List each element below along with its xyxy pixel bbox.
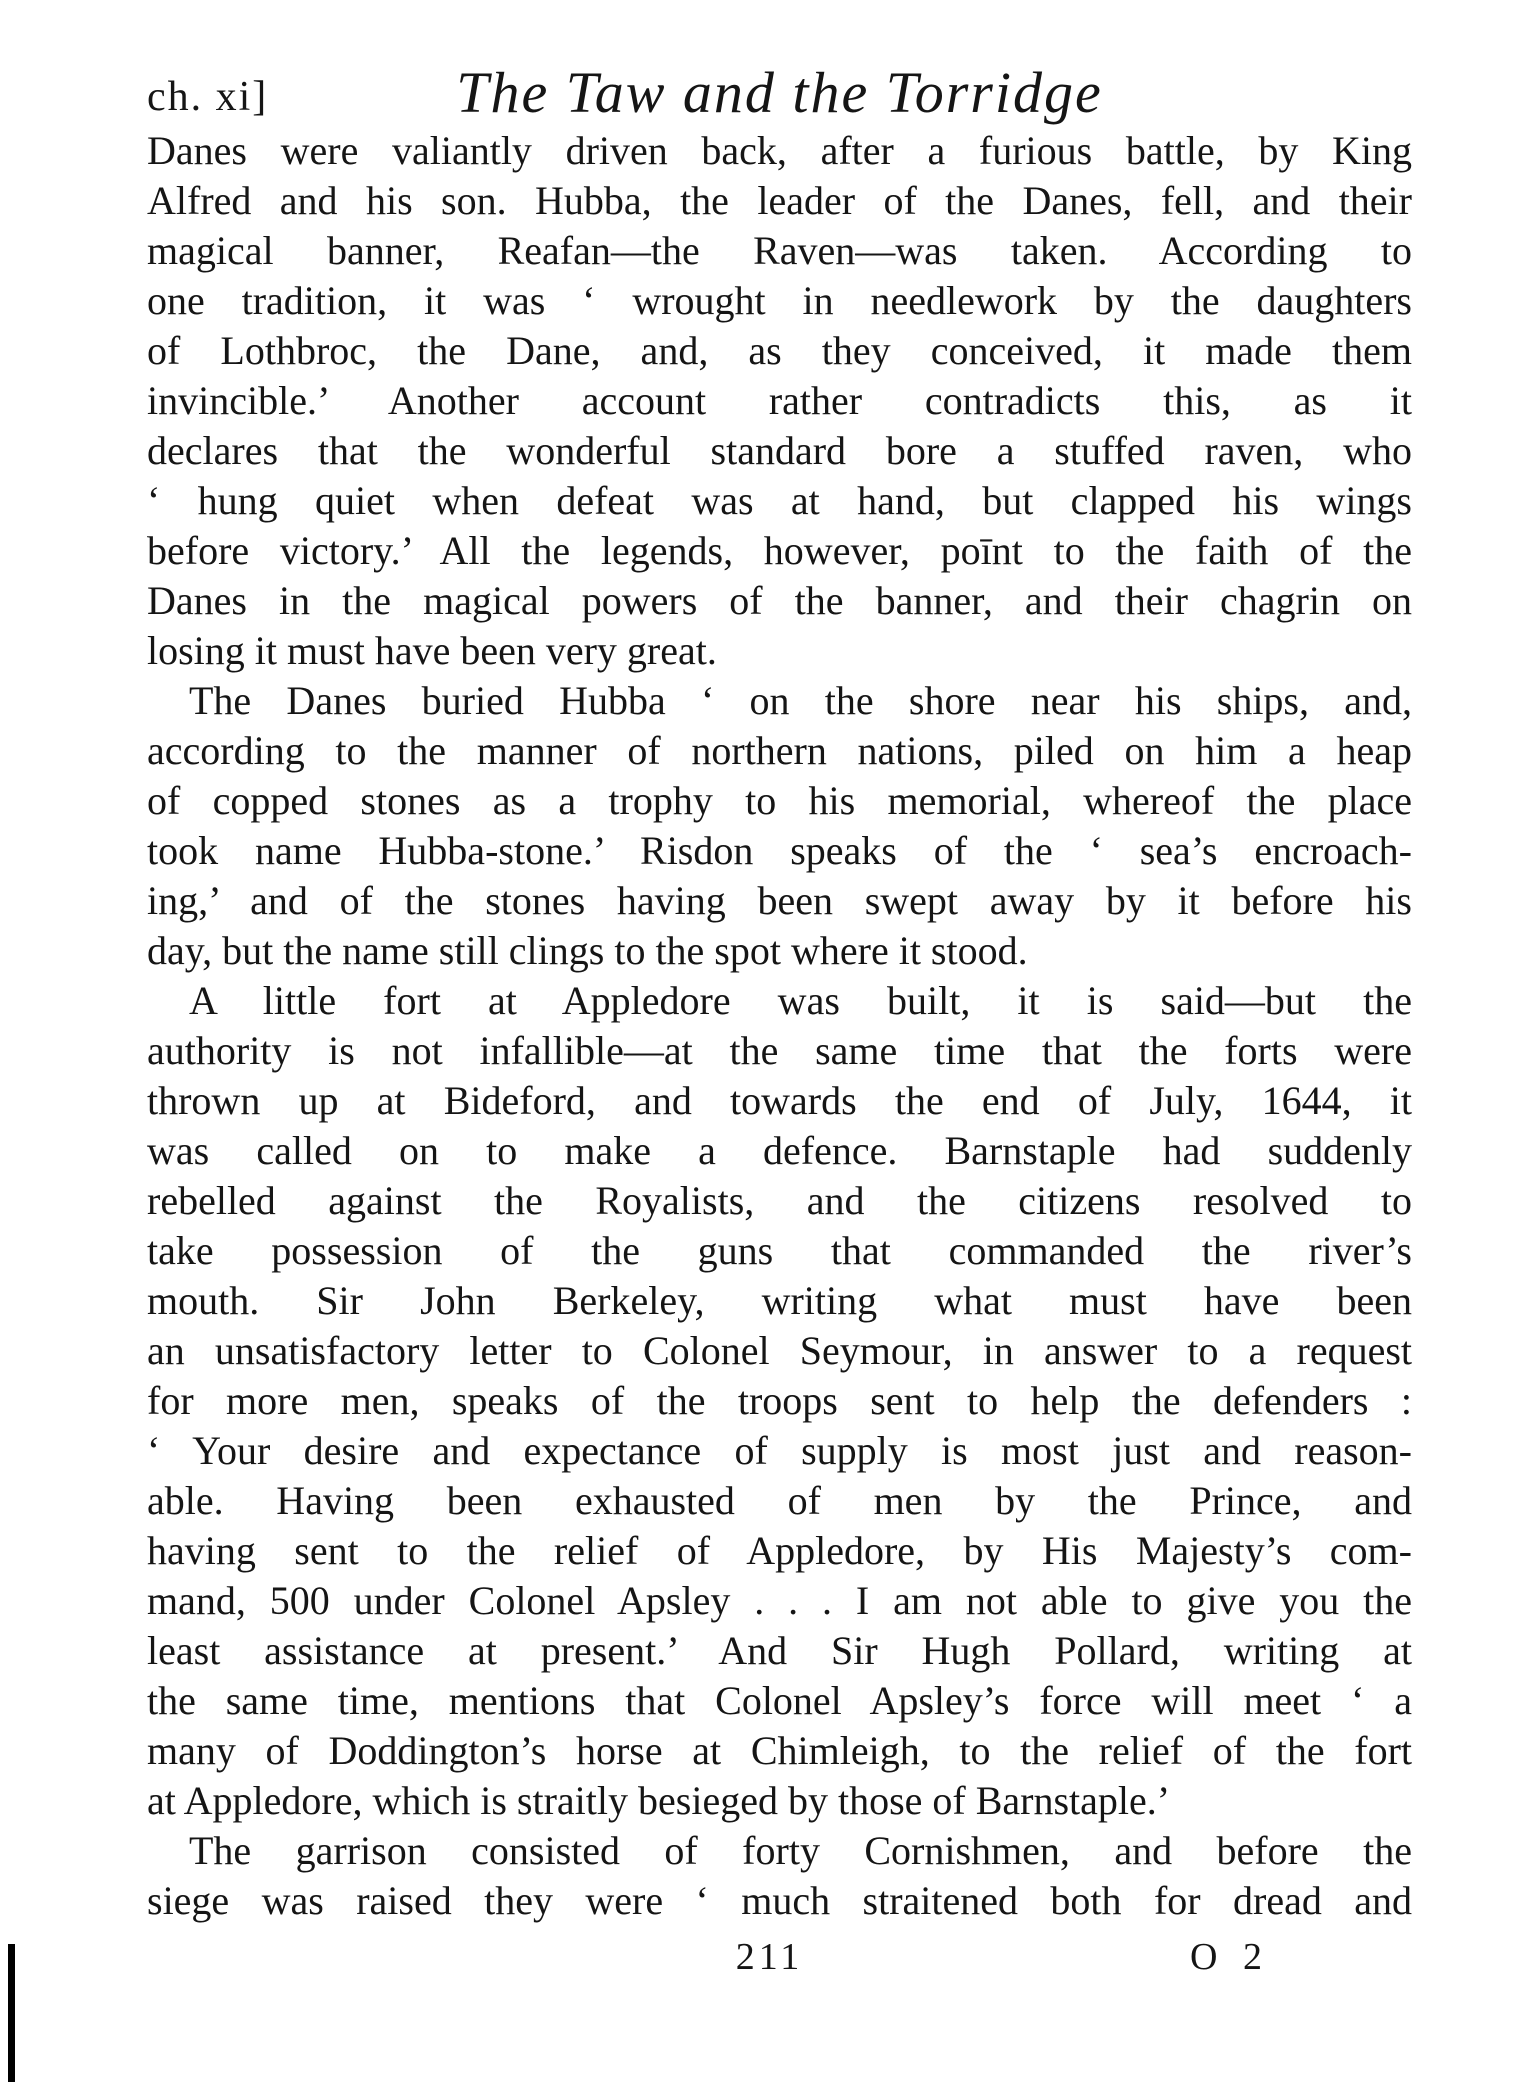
text-line: the same time, mentions that Colonel Apsley’s force will meet ‘ a <box>147 1678 1412 1723</box>
chapter-label: ch. xi] <box>147 74 269 120</box>
paragraph <box>147 676 1412 976</box>
text-block <box>147 126 1412 1926</box>
text-line: having sent to the relief of Appledore, by His Majesty’s com- <box>147 1528 1412 1573</box>
text-line: an unsatisfactory letter to Colonel Seymour, in answer to a request <box>147 1328 1412 1373</box>
page-number: 211 <box>735 1936 804 1978</box>
binding-mark <box>8 1944 15 2082</box>
signature-mark: O 2 <box>1190 1936 1270 1978</box>
page-header <box>147 38 1412 125</box>
text-line: mand, 500 under Colonel Apsley . . . I am not able to give you the <box>147 1578 1412 1623</box>
text-line: siege was raised they were ‘ much straitened both for dread and <box>147 1878 1412 1923</box>
text-line: take possession of the guns that commanded the river’s <box>147 1228 1412 1273</box>
paragraph <box>147 976 1412 1826</box>
text-line: was called on to make a defence. Barnstaple had suddenly <box>147 1128 1412 1173</box>
text-line: according to the manner of northern nations, piled on him a heap <box>147 728 1412 773</box>
running-title: The Taw and the Torridge <box>456 60 1103 125</box>
text-line: for more men, speaks of the troops sent to help the defenders : <box>147 1378 1412 1423</box>
text-line: least assistance at present.’ And Sir Hugh Pollard, writing at <box>147 1628 1412 1673</box>
paragraph <box>147 1826 1412 1926</box>
text-line: Danes in the magical powers of the banner, and their chagrin on <box>147 578 1412 623</box>
text-line: thrown up at Bideford, and towards the end of July, 1644, it <box>147 1078 1412 1123</box>
text-line: ing,’ and of the stones having been swept away by it before his <box>147 878 1412 923</box>
text-line: able. Having been exhausted of men by the Prince, and <box>147 1478 1412 1523</box>
text-line: mouth. Sir John Berkeley, writing what must have been <box>147 1278 1412 1323</box>
text-line: of Lothbroc, the Dane, and, as they conceived, it made them <box>147 328 1412 373</box>
text-line: authority is not infallible—at the same time that the forts were <box>147 1028 1412 1073</box>
text-line: ‘ hung quiet when defeat was at hand, but clapped his wings <box>147 478 1412 523</box>
text-line: A little fort at Appledore was built, it is said—but the <box>189 978 1412 1023</box>
text-line: one tradition, it was ‘ wrought in needlework by the daughters <box>147 278 1412 323</box>
text-line: of copped stones as a trophy to his memorial, whereof the place <box>147 778 1412 823</box>
text-line: invincible.’ Another account rather contradicts this, as it <box>147 378 1412 423</box>
text-line: magical banner, Reafan—the Raven—was taken. According to <box>147 228 1412 273</box>
text-line: before victory.’ All the legends, however, poīnt to the faith of the <box>147 528 1412 573</box>
text-line: ‘ Your desire and expectance of supply is most just and reason- <box>147 1428 1412 1473</box>
text-line: day, but the name still clings to the spot where it stood. <box>147 928 1028 973</box>
text-line: The Danes buried Hubba ‘ on the shore near his ships, and, <box>189 678 1412 723</box>
text-line: losing it must have been very great. <box>147 628 717 673</box>
paragraph <box>147 126 1412 676</box>
text-line: rebelled against the Royalists, and the citizens resolved to <box>147 1178 1412 1223</box>
text-line: at Appledore, which is straitly besieged by those of Barnstaple.’ <box>147 1778 1171 1823</box>
text-line: Danes were valiantly driven back, after a furious battle, by King <box>147 128 1412 173</box>
text-line: declares that the wonderful standard bore a stuffed raven, who <box>147 428 1412 473</box>
text-line: many of Doddington’s horse at Chimleigh, to the relief of the fort <box>147 1728 1412 1773</box>
text-line: The garrison consisted of forty Cornishmen, and before the <box>189 1828 1412 1873</box>
text-line: took name Hubba-stone.’ Risdon speaks of the ‘ sea’s encroach- <box>147 828 1412 873</box>
text-line: Alfred and his son. Hubba, the leader of the Danes, fell, and their <box>147 178 1412 223</box>
